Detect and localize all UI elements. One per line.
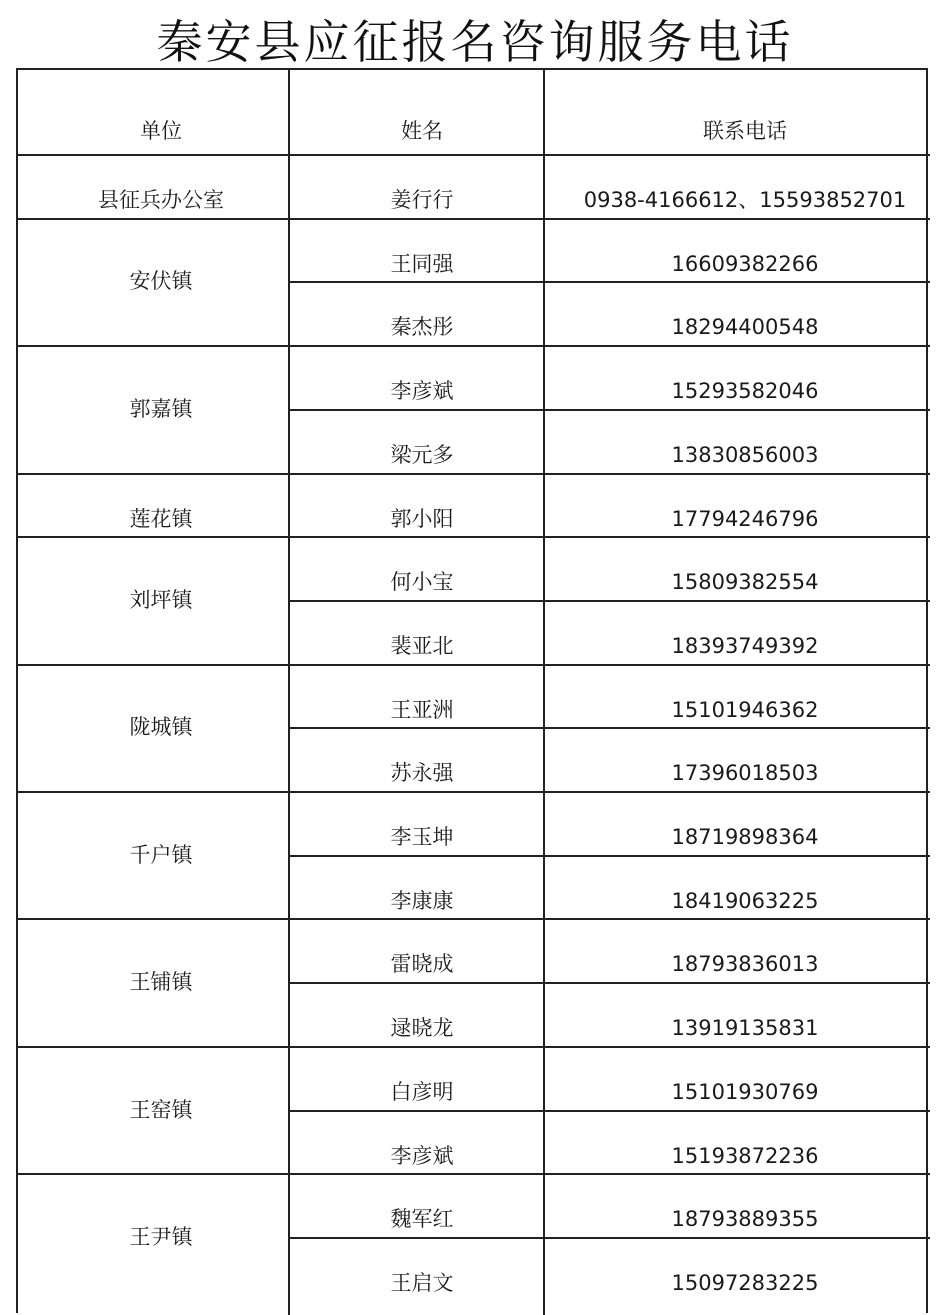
contact-name: 秦杰彤	[390, 315, 454, 340]
contact-phone: 16609382266	[671, 251, 819, 276]
contact-phone: 15193872236	[671, 1143, 819, 1168]
contact-phone: 15293582046	[671, 379, 819, 404]
unit-name: 千户镇	[129, 842, 193, 867]
contact-name: 郭小阳	[390, 506, 454, 531]
row-divider	[18, 791, 930, 793]
row-divider	[18, 536, 930, 538]
unit-name: 王铺镇	[129, 970, 193, 995]
contact-name: 王亚洲	[390, 697, 454, 722]
contact-name: 李康康	[390, 888, 454, 913]
contact-phone: 18793836013	[671, 952, 819, 977]
contact-phone: 13830856003	[671, 442, 819, 467]
row-divider	[288, 727, 930, 729]
row-divider	[18, 1046, 930, 1048]
contact-phone: 18719898364	[671, 825, 819, 849]
unit-name: 陇城镇	[129, 715, 193, 740]
contact-name: 李彦斌	[390, 1143, 454, 1168]
row-divider	[288, 600, 930, 602]
row-divider	[288, 1237, 930, 1239]
contact-phone: 0938-4166612、15593852701	[583, 188, 907, 212]
row-divider	[288, 409, 930, 411]
contact-name: 李玉坤	[390, 825, 454, 849]
unit-name: 郭嘉镇	[129, 396, 193, 421]
contact-name: 姜行行	[390, 188, 454, 212]
contact-phone: 18294400548	[671, 315, 819, 340]
contact-name: 何小宝	[390, 570, 454, 595]
contact-phone: 18793889355	[671, 1207, 819, 1232]
unit-name: 王尹镇	[129, 1224, 193, 1249]
row-divider	[18, 918, 930, 920]
column-divider	[288, 70, 290, 1315]
row-divider	[18, 1173, 930, 1175]
contact-name: 逯晓龙	[390, 1016, 454, 1041]
row-divider	[288, 281, 930, 283]
contact-phone: 17396018503	[671, 761, 819, 786]
unit-name: 县征兵办公室	[98, 188, 224, 212]
contact-name: 白彦明	[390, 1079, 454, 1104]
unit-name: 莲花镇	[129, 506, 193, 531]
unit-name: 刘坪镇	[129, 587, 193, 612]
contact-name: 雷晓成	[390, 952, 454, 977]
contact-table	[16, 68, 928, 1313]
contact-name: 苏永强	[390, 761, 454, 786]
contact-name: 王同强	[390, 251, 454, 276]
row-divider	[288, 982, 930, 984]
contact-phone: 15101930769	[671, 1079, 819, 1104]
header-phone: 联系电话	[703, 119, 787, 143]
contact-phone: 13919135831	[671, 1016, 819, 1041]
contact-phone: 15097283225	[671, 1270, 819, 1295]
contact-name: 裴亚北	[390, 633, 454, 658]
column-divider	[543, 70, 545, 1315]
row-divider	[18, 345, 930, 347]
contact-name: 李彦斌	[390, 379, 454, 404]
row-divider	[18, 664, 930, 666]
row-divider	[288, 1110, 930, 1112]
contact-phone: 17794246796	[671, 506, 819, 531]
row-divider	[18, 473, 930, 475]
row-divider	[18, 218, 930, 220]
contact-phone: 18393749392	[671, 633, 819, 658]
header-name: 姓名	[401, 119, 443, 143]
contact-name: 魏军红	[390, 1207, 454, 1232]
unit-name: 安伏镇	[129, 269, 193, 294]
contact-phone: 15101946362	[671, 697, 819, 722]
header-unit: 单位	[140, 119, 182, 143]
row-divider	[18, 154, 930, 156]
unit-name: 王窑镇	[129, 1097, 193, 1122]
contact-name: 王启文	[390, 1270, 454, 1295]
page-title: 秦安县应征报名咨询服务电话	[156, 15, 794, 69]
contact-phone: 15809382554	[671, 570, 819, 595]
row-divider	[288, 855, 930, 857]
contact-name: 梁元多	[390, 442, 454, 467]
contact-phone: 18419063225	[671, 888, 819, 913]
